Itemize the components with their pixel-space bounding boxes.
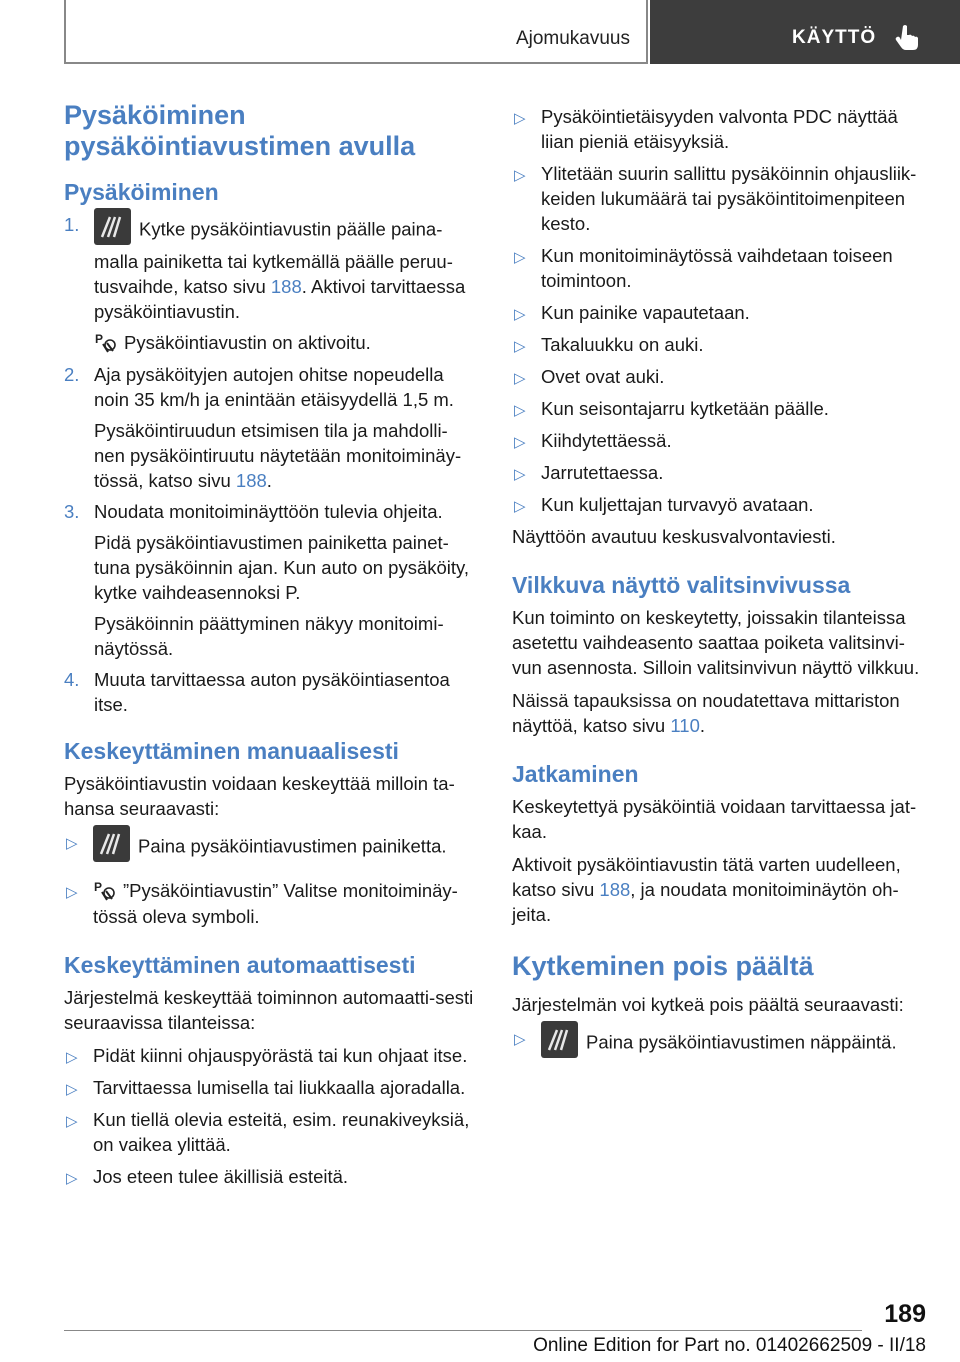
list-item: ▷ P ”Pysäköintiavustin” Valitse monitoiminäy-tössä oleva symboli. xyxy=(66,880,458,928)
footer-edition: Online Edition for Part no. 01402662509 - II/18 xyxy=(533,1335,926,1356)
list-item: ▷ Kun painike vapautetaan. xyxy=(512,300,926,325)
left-column xyxy=(64,100,476,1196)
list-item: ▷ Ylitetään suurin sallittu pysäköinnin ohjausliik-keiden lukumäärä tai pysäköintitoimenpiteen kesto. xyxy=(514,163,917,234)
page-title: Pysäköiminen pysäköintiavustimen avulla xyxy=(64,100,416,161)
step-number: 2. xyxy=(64,364,80,386)
step-number: 3. xyxy=(64,501,80,523)
list-item: ▷ Jarrutettaessa. xyxy=(512,460,926,485)
list-item: ▷ Kun seisontajarru kytketään päälle. xyxy=(512,396,926,421)
list-item: ▷ Kun monitoiminäytössä vaihdetaan toiseen toimintoon. xyxy=(514,245,893,291)
chapter-tab[interactable] xyxy=(650,0,960,64)
parking-assistant-button-icon xyxy=(541,1021,578,1058)
page-number: 189 xyxy=(884,1300,926,1328)
header-frame xyxy=(64,0,648,64)
step-1-text: Kytke pysäköintiavustin päälle paina-malla painiketta tai kytkemällä päälle peruu-tusvaihde, katso sivu xyxy=(94,218,453,297)
step-2-text: Aja pysäköityjen autojen ohitse nopeudella noin 35 km/h ja enintään etäisyydellä 1,5 m. xyxy=(94,364,454,411)
list-item: ▷ Tarvittaessa lumisella tai liukkaalla ajoradalla. xyxy=(64,1075,476,1100)
parking-assistant-button-icon xyxy=(93,825,130,862)
heading-manual-stop: Keskeyttäminen manuaalisesti xyxy=(64,738,399,765)
step-number: 4. xyxy=(64,669,80,691)
page-link-188[interactable]: 188 xyxy=(599,879,631,900)
page-link-188[interactable]: 188 xyxy=(235,470,267,492)
heading-switch-off: Kytkeminen pois päältä xyxy=(512,951,814,981)
chapter-tab-label: KÄYTTÖ xyxy=(792,27,877,48)
bullet-triangle-icon: ▷ xyxy=(514,370,526,387)
step-4 xyxy=(64,667,476,717)
right-column: ▷ Pysäköintietäisyyden valvonta PDC näyttää liian pieniä etäisyyksiä. ▷ Ylitetään suurin sallittu pysäköinnin ohjausliik-keiden lukumäärä tai pysäköintitoimenpiteen kesto. ▷ Kun monitoiminäytössä vaihdetaan toiseen toimintoon. ▷ Kun painike vapautetaan. ▷ Takaluukku on auki. ▷ Ovet ovat auki. ▷ Kun seisontajarru kytketään päälle. ▷ Kiihdytettäessä. ▷ Jarrutettaessa. ▷ Kun kuljettajan turvavyö avataan. Näyttöön avautuu keskusvalvontaviesti. Vilkkuva näyttö valitsinvivussa Kun toiminto on keskeytetty, joissakin tilanteissa asetettu vaihdeasento saattaa poiketa valitsinvi-vun asennosta. Silloin valitsinvivun näyttö vilkkuu. Näissä tapauksissa on noudatettava mittariston näyttöä, katso sivu 110. Jatkaminen Keskeytettyä pysäköintiä voidaan tarvittaessa jat-kaa. Aktivoit pysäköintiavustin tätä varten uudelleen, katso sivu 188, ja noudata monitoiminäytön oh-jeita. Kytkeminen pois päältä Järjestelmän voi kytkeä pois päältä seuraavasti: ▷ Paina pysäköintiavustimen näppäintä. xyxy=(512,104,926,1069)
footer-divider xyxy=(64,1330,862,1331)
list-item: ▷ Pidät kiinni ohjauspyörästä tai kun ohjaat itse. xyxy=(64,1043,476,1068)
page-link-110[interactable]: 110 xyxy=(670,715,700,736)
list-item: ▷ Kun tiellä olevia esteitä, esim. reunakiveyksiä, on vaikea ylittää. xyxy=(66,1109,470,1156)
step-4-text: Muuta tarvittaessa auton pysäköintiasentoa itse. xyxy=(94,669,450,716)
parking-assistant-symbol-icon xyxy=(94,330,118,354)
bullet-triangle-icon: ▷ xyxy=(66,884,78,902)
list-item: ▷ Paina pysäköintiavustimen näppäintä. xyxy=(512,1025,926,1062)
page-link-188[interactable]: 188 xyxy=(270,276,302,297)
bullet-triangle-icon: ▷ xyxy=(514,498,526,515)
heading-auto-stop: Keskeyttäminen automaattisesti xyxy=(64,952,416,979)
svg-text:P: P xyxy=(95,332,104,347)
step-1: 1. Kytke pysäköintiavustin päälle paina-malla painiketta tai kytkemällä päälle peruu-tusvaihde, katso sivu 188. Aktivoi tarvittaessa pysäköintiavustin. P Pysäköintiavustin on aktivoitu. xyxy=(64,212,476,356)
bullet-triangle-icon: ▷ xyxy=(66,1081,78,1099)
bullet-triangle-icon: ▷ xyxy=(514,110,526,127)
list-item: ▷ Kiihdytettäessä. xyxy=(512,428,926,453)
step-3-text: Noudata monitoiminäyttöön tulevia ohjeita. xyxy=(94,501,443,523)
list-item: ▷ Takaluukku on auki. xyxy=(512,332,926,357)
bullet-triangle-icon: ▷ xyxy=(514,1031,526,1048)
bullet-triangle-icon: ▷ xyxy=(66,835,78,853)
step-2: 2. Aja pysäköityjen autojen ohitse nopeudella noin 35 km/h ja enintään etäisyydellä 1,5 m. Pysäköintiruudun etsimisen tila ja mahdolli-nen pysäköintiruutu näytetään monitoiminäy-tössä, katso sivu 188. xyxy=(64,362,476,493)
bullet-triangle-icon: ▷ xyxy=(66,1049,78,1067)
bullet-triangle-icon: ▷ xyxy=(514,466,526,483)
bullet-triangle-icon: ▷ xyxy=(514,306,526,323)
section-title: Ajomukavuus xyxy=(515,28,630,49)
list-item: ▷ Jos eteen tulee äkillisiä esteitä. xyxy=(64,1164,476,1189)
bullet-triangle-icon: ▷ xyxy=(514,167,526,184)
heading-parking: Pysäköiminen xyxy=(64,179,219,205)
bullet-triangle-icon: ▷ xyxy=(514,338,526,355)
heading-continue: Jatkaminen xyxy=(512,761,639,787)
list-item: ▷ Paina pysäköintiavustimen painiketta. xyxy=(64,829,476,866)
hand-pointer-icon xyxy=(892,22,922,52)
bullet-triangle-icon: ▷ xyxy=(514,249,526,266)
auto-intro: Järjestelmä keskeyttää toiminnon automaatti-sesti seuraavissa tilanteissa: xyxy=(64,987,474,1034)
list-item: ▷ Kun kuljettajan turvavyö avataan. xyxy=(512,492,926,517)
bullet-triangle-icon: ▷ xyxy=(514,402,526,419)
parking-assistant-button-icon xyxy=(94,208,131,245)
list-item: ▷ Ovet ovat auki. xyxy=(512,364,926,389)
bullet-triangle-icon: ▷ xyxy=(66,1170,78,1188)
step-3: 3. Noudata monitoiminäyttöön tulevia ohjeita. Pidä pysäköintiavustimen painiketta painet-tuna pysäköinnin ajan. Kun auto on pysäköity, kytke vaihdeasennoksi P. Pysäköinnin päättyminen näkyy monitoimi-näytössä. xyxy=(64,499,476,661)
manual-intro: Pysäköintiavustin voidaan keskeyttää milloin ta-hansa seuraavasti: xyxy=(64,773,455,820)
list-item: ▷ Pysäköintietäisyyden valvonta PDC näyttää liian pieniä etäisyyksiä. xyxy=(514,106,898,152)
parking-assistant-symbol-icon xyxy=(93,878,117,902)
bullet-triangle-icon: ▷ xyxy=(514,434,526,451)
svg-text:P: P xyxy=(94,880,103,895)
heading-blinking-display: Vilkkuva näyttö valitsinvivussa xyxy=(512,572,851,598)
step-number: 1. xyxy=(64,214,80,235)
auto-outro: Näyttöön avautuu keskusvalvontaviesti. xyxy=(512,526,836,547)
bullet-triangle-icon: ▷ xyxy=(66,1113,78,1131)
step-1-note: Pysäköintiavustin on aktivoitu. xyxy=(124,332,371,353)
